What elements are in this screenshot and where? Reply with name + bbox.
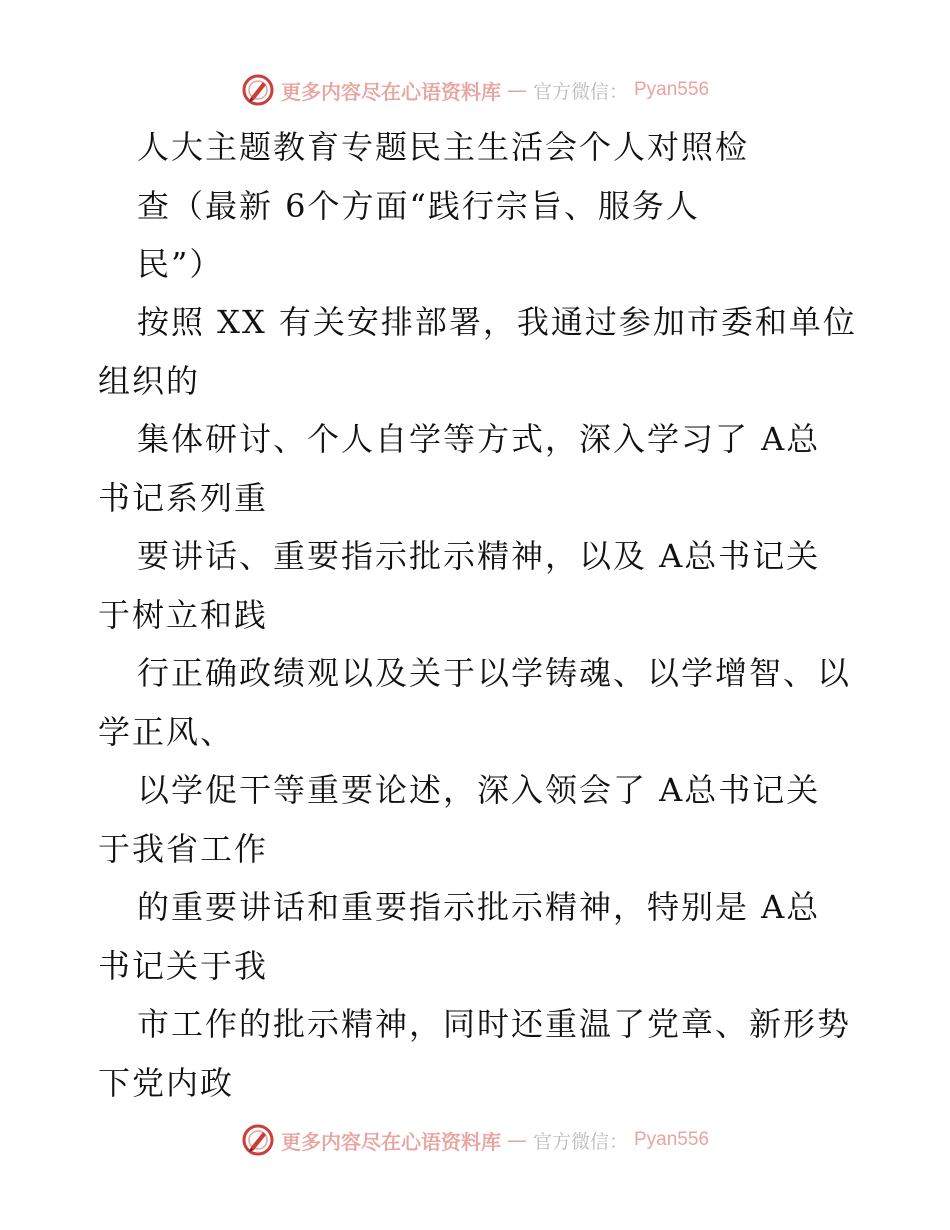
paragraph-line: 市工作的批示精神，同时还重温了党章、新形势 xyxy=(137,1005,852,1043)
paragraph-line: 书记关于我 xyxy=(98,947,269,985)
paragraph-line: 行正确政绩观以及关于以学铸魂、以学增智、以 xyxy=(137,654,852,692)
watermark-official-label: 官方微信： xyxy=(532,1130,628,1153)
watermark-wechat-id: Pyan556 xyxy=(634,79,710,100)
header-watermark xyxy=(0,70,950,110)
footer-watermark xyxy=(0,1120,950,1160)
watermark-brand-text: 更多内容尽在心语资料库 xyxy=(280,1129,501,1154)
paragraph-line: 学正风、 xyxy=(98,713,235,751)
paragraph-line: 以学促干等重要论述，深入领会了 A总书记关 xyxy=(137,771,821,809)
watermark-official-label: 官方微信： xyxy=(532,80,628,103)
watermark-brand-text: 更多内容尽在心语资料库 xyxy=(280,79,501,104)
paragraph-line: 集体研讨、个人自学等方式，深入学习了 A总 xyxy=(137,420,821,458)
watermark-dash: — xyxy=(506,78,527,102)
paragraph-line: 于我省工作 xyxy=(98,830,269,868)
paragraph-line: 的重要讲话和重要指示批示精神，特别是 A总 xyxy=(137,888,821,926)
document-title-line: 查（最新 6个方面“践行宗旨、服务人 xyxy=(137,187,700,225)
document-title-line: 民”） xyxy=(137,245,224,283)
watermark-wechat-id: Pyan556 xyxy=(634,1129,710,1150)
paragraph-line: 按照 XX 有关安排部署，我通过参加市委和单位 xyxy=(137,303,857,341)
paragraph-line: 于树立和践 xyxy=(98,596,269,634)
paragraph-line: 书记系列重 xyxy=(98,479,269,517)
pen-logo-icon xyxy=(241,73,275,107)
paragraph-line: 要讲话、重要指示批示精神，以及 A总书记关 xyxy=(137,537,821,575)
paragraph-line: 下党内政 xyxy=(98,1064,235,1102)
pen-logo-icon xyxy=(241,1123,275,1157)
watermark-dash: — xyxy=(506,1128,527,1152)
paragraph-line: 组织的 xyxy=(98,362,201,400)
document-title-line: 人大主题教育专题民主生活会个人对照检 xyxy=(137,128,750,166)
